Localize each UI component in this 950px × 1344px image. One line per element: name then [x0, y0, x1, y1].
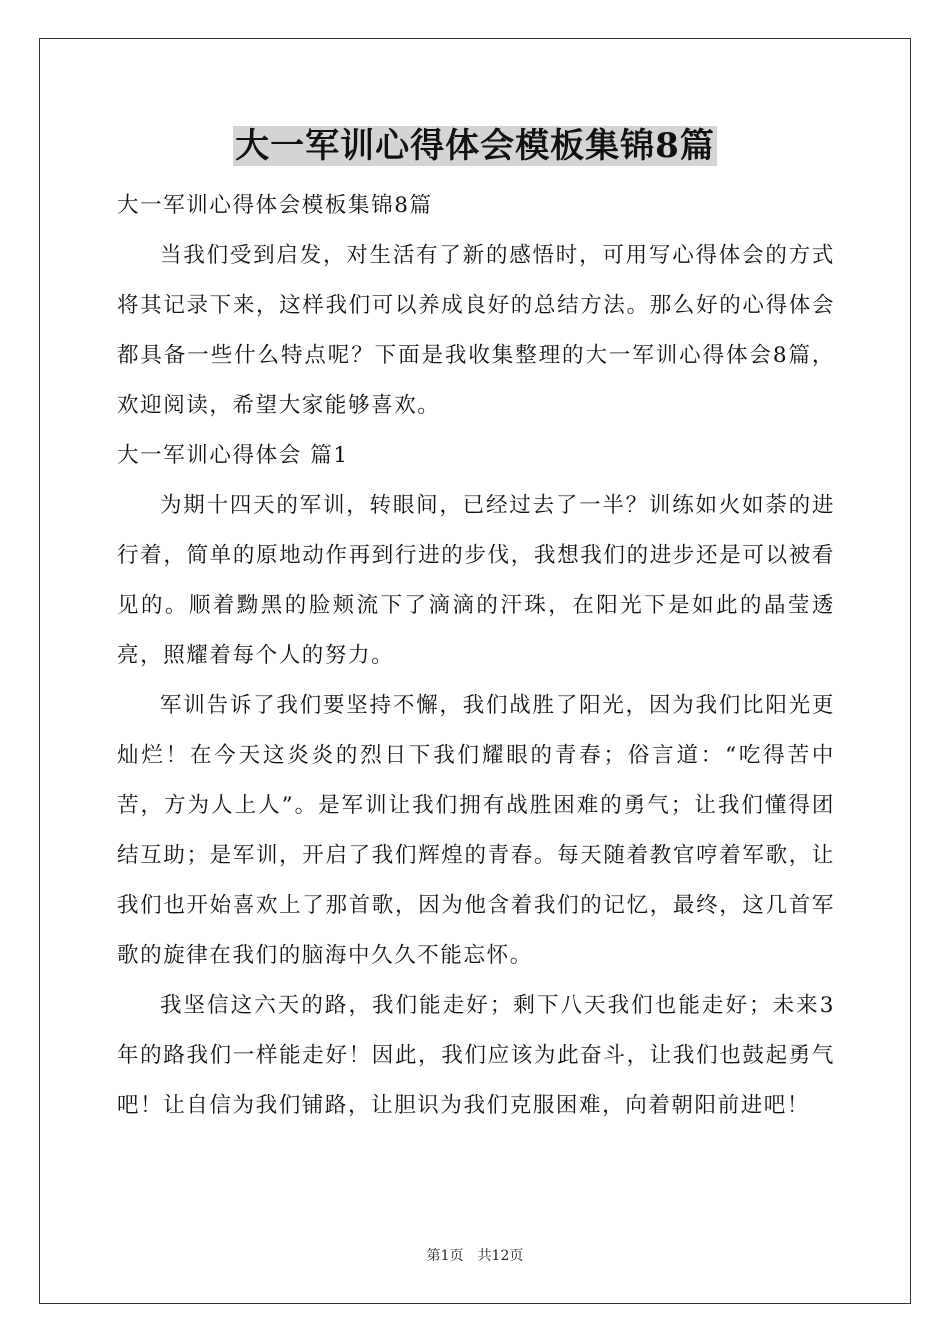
section-heading: 大一军训心得体会 篇1: [117, 443, 349, 468]
document-title-text: 大一军训心得体会模板集锦8篇: [235, 126, 715, 166]
page-footer: [0, 1246, 950, 1266]
body-paragraph-2: 军训告诉了我们要坚持不懈，我们战胜了阳光，因为我们比阳光更灿烂！在今天这炎炎的烈日下我们耀眼的青春；俗言道：“吃得苦中苦，方为人上人”。是军训让我们拥有战胜困难的勇气；让我们懂得团结互助；是军训，开启了我们辉煌的青春。每天随着教官哼着军歌，让我们也开始喜欢上了那首歌，因为他含着我们的记忆，最终，这几首军歌的旋律在我们的脑海中久久不能忘怀。: [117, 693, 835, 968]
document-body: [117, 181, 835, 1131]
body-paragraph-3: 我坚信这六天的路，我们能走好；剩下八天我们也能走好；未来3年的路我们一样能走好！因此，我们应该为此奋斗，让我们也鼓起勇气吧！让自信为我们铺路，让胆识为我们克服困难，向着朝阳前进吧！: [117, 993, 835, 1118]
page-number: 第1页 共12页: [426, 1248, 524, 1264]
subtitle-line: 大一军训心得体会模板集锦8篇: [117, 193, 433, 218]
intro-paragraph: 当我们受到启发，对生活有了新的感悟时，可用写心得体会的方式将其记录下来，这样我们可以养成良好的总结方法。那么好的心得体会都具备一些什么特点呢？下面是我收集整理的大一军训心得体会8篇，欢迎阅读，希望大家能够喜欢。: [117, 243, 835, 418]
document-title: [0, 124, 950, 168]
body-paragraph-1: 为期十四天的军训，转眼间，已经过去了一半？训练如火如荼的进行着，简单的原地动作再到行进的步伐，我想我们的进步还是可以被看见的。顺着黝黑的脸颊流下了滴滴的汗珠，在阳光下是如此的晶莹透亮，照耀着每个人的努力。: [117, 493, 835, 668]
